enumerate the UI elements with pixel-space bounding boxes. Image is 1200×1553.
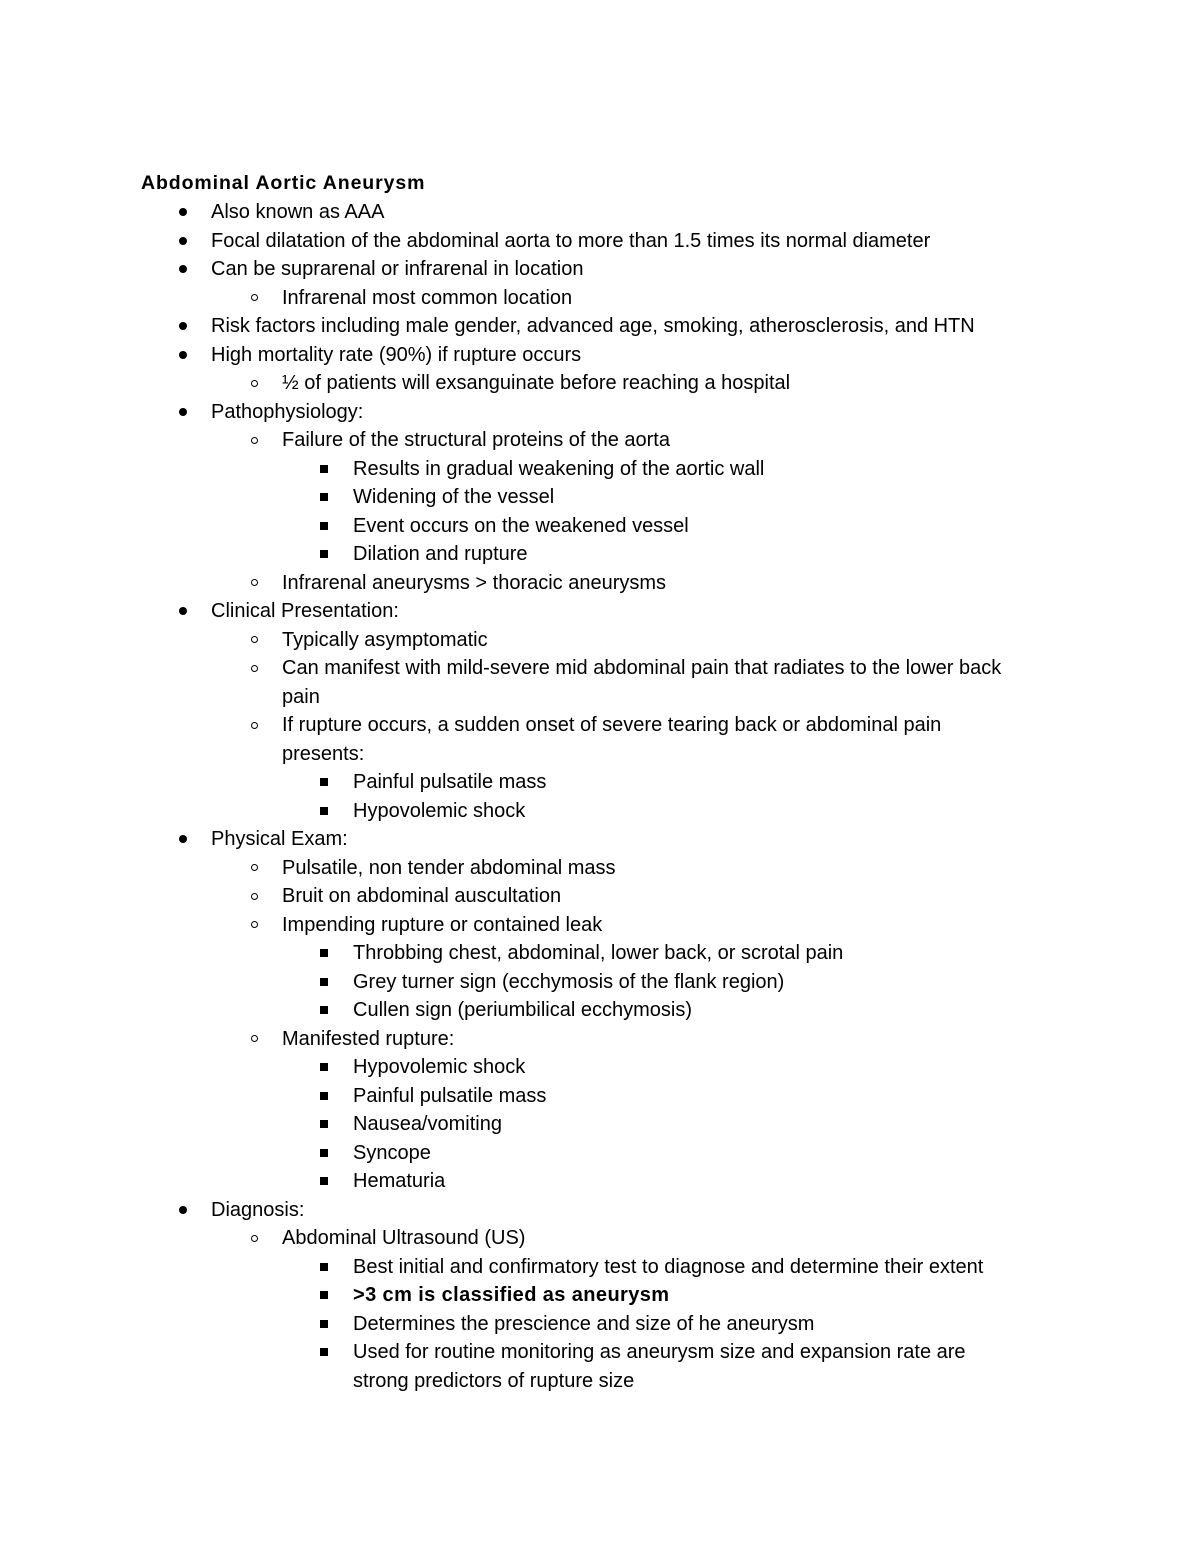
list-item-text: Hypovolemic shock <box>353 1056 526 1078</box>
list-item-text: Also known as AAA <box>211 201 385 223</box>
bullet-square-icon <box>314 1310 334 1339</box>
bullet-disc-icon <box>173 825 193 854</box>
bullet-square-icon <box>314 540 334 569</box>
list-item-text: Clinical Presentation: <box>211 600 399 622</box>
list-item-text: Risk factors including male gender, advanced age, smoking, atherosclerosis, and HTN <box>211 315 975 337</box>
list-item-text: Pathophysiology: <box>211 400 364 423</box>
bullet-circle-icon <box>244 654 264 683</box>
list-item-text: High mortality rate (90%) if rupture occurs <box>211 343 582 366</box>
list-item <box>0 312 1200 341</box>
list-item <box>0 1053 1200 1082</box>
bullet-square-icon <box>314 455 334 484</box>
list-item-text: Bruit on abdominal auscultation <box>282 885 562 907</box>
list-item-continuation <box>0 1367 1200 1396</box>
list-item-text: Manifested rupture: <box>282 1027 455 1050</box>
bullet-square-icon <box>314 1338 334 1367</box>
list-item-text: Painful pulsatile mass <box>353 1084 547 1107</box>
list-item <box>0 711 1200 740</box>
list-item-text: strong predictors of rupture size <box>353 1369 635 1392</box>
bullet-square-icon <box>314 797 334 826</box>
list-item <box>0 483 1200 512</box>
list-item-text: If rupture occurs, a sudden onset of severe tearing back or abdominal pain <box>282 714 942 736</box>
bullet-square-icon <box>314 996 334 1025</box>
list-item-text: Painful pulsatile mass <box>353 771 547 793</box>
list-item-text: Grey turner sign (ecchymosis of the flank region) <box>353 970 785 993</box>
list-item-text: Hematuria <box>353 1170 446 1192</box>
list-item-text: Widening of the vessel <box>353 486 555 508</box>
bullet-list <box>0 198 1200 1395</box>
list-item <box>0 1167 1200 1196</box>
list-item-text: pain <box>282 685 320 708</box>
list-item <box>0 911 1200 940</box>
bullet-disc-icon <box>173 341 193 370</box>
list-item <box>0 255 1200 284</box>
bullet-square-icon <box>314 512 334 541</box>
bullet-square-icon <box>314 1110 334 1139</box>
list-item <box>0 1082 1200 1111</box>
list-item <box>0 768 1200 797</box>
list-item-text: Focal dilatation of the abdominal aorta to more than 1.5 times its normal diameter <box>211 229 931 252</box>
bullet-square-icon <box>314 1253 334 1282</box>
list-item-text: Can be suprarenal or infrarenal in location <box>211 258 584 280</box>
list-item <box>0 996 1200 1025</box>
list-item-text: Used for routine monitoring as aneurysm size and expansion rate are <box>353 1341 966 1363</box>
bullet-circle-icon <box>244 1025 264 1054</box>
bullet-disc-icon <box>173 312 193 341</box>
bullet-disc-icon <box>173 255 193 284</box>
list-item <box>0 369 1200 398</box>
list-item <box>0 426 1200 455</box>
bullet-circle-icon <box>244 284 264 313</box>
list-item-text: Determines the prescience and size of he aneurysm <box>353 1312 815 1335</box>
bullet-disc-icon <box>173 198 193 227</box>
list-item <box>0 654 1200 683</box>
list-item <box>0 882 1200 911</box>
list-item <box>0 597 1200 626</box>
bullet-disc-icon <box>173 398 193 427</box>
list-item <box>0 626 1200 655</box>
bullet-circle-icon <box>244 1224 264 1253</box>
bullet-square-icon <box>314 939 334 968</box>
list-item-text: Hypovolemic shock <box>353 799 526 822</box>
bullet-disc-icon <box>173 597 193 626</box>
bullet-circle-icon <box>244 911 264 940</box>
list-item <box>0 1196 1200 1225</box>
bullet-square-icon <box>314 1281 334 1310</box>
list-item <box>0 198 1200 227</box>
bullet-circle-icon <box>244 854 264 883</box>
list-item-text: >3 cm is classified as aneurysm <box>353 1284 670 1306</box>
list-item <box>0 512 1200 541</box>
bullet-disc-icon <box>173 1196 193 1225</box>
list-item-text: Can manifest with mild-severe mid abdominal pain that radiates to the lower back <box>282 657 1002 679</box>
list-item <box>0 1338 1200 1367</box>
list-item-text: Pulsatile, non tender abdominal mass <box>282 856 616 879</box>
list-item <box>0 968 1200 997</box>
bullet-circle-icon <box>244 369 264 398</box>
list-item-text: Dilation and rupture <box>353 543 528 565</box>
bullet-square-icon <box>314 768 334 797</box>
bullet-square-icon <box>314 1139 334 1168</box>
list-item <box>0 455 1200 484</box>
list-item-text: Typically asymptomatic <box>282 628 488 651</box>
list-item <box>0 1139 1200 1168</box>
list-item-text: Diagnosis: <box>211 1198 305 1221</box>
list-item <box>0 1310 1200 1339</box>
bullet-disc-icon <box>173 227 193 256</box>
bullet-circle-icon <box>244 569 264 598</box>
list-item <box>0 854 1200 883</box>
document-title: Abdominal Aortic Aneurysm <box>141 172 426 194</box>
list-item <box>0 1025 1200 1054</box>
list-item <box>0 797 1200 826</box>
list-item <box>0 1253 1200 1282</box>
list-item <box>0 1224 1200 1253</box>
list-item <box>0 939 1200 968</box>
list-item-text: Abdominal Ultrasound (US) <box>282 1227 526 1249</box>
bullet-square-icon <box>314 483 334 512</box>
bullet-circle-icon <box>244 711 264 740</box>
list-item <box>0 284 1200 313</box>
list-item-continuation <box>0 740 1200 769</box>
bullet-square-icon <box>314 968 334 997</box>
list-item <box>0 341 1200 370</box>
list-item-text: Infrarenal most common location <box>282 286 573 309</box>
list-item <box>0 1110 1200 1139</box>
list-item-text: Infrarenal aneurysms > thoracic aneurysms <box>282 571 667 594</box>
list-item-text: Throbbing chest, abdominal, lower back, or scrotal pain <box>353 942 844 964</box>
list-item-text: Impending rupture or contained leak <box>282 913 603 936</box>
list-item-text: Best initial and confirmatory test to diagnose and determine their extent <box>353 1255 984 1278</box>
list-item-text: presents: <box>282 742 365 765</box>
list-item <box>0 569 1200 598</box>
bullet-square-icon <box>314 1053 334 1082</box>
list-item <box>0 540 1200 569</box>
bullet-circle-icon <box>244 882 264 911</box>
list-item-text: Nausea/vomiting <box>353 1113 502 1135</box>
list-item <box>0 1281 1200 1310</box>
list-item-text: Syncope <box>353 1141 431 1164</box>
list-item-text: Failure of the structural proteins of the aorta <box>282 429 670 451</box>
bullet-circle-icon <box>244 626 264 655</box>
list-item <box>0 825 1200 854</box>
bullet-square-icon <box>314 1167 334 1196</box>
list-item-text: ½ of patients will exsanguinate before reaching a hospital <box>282 372 791 394</box>
list-item-text: Physical Exam: <box>211 828 348 850</box>
list-item-text: Results in gradual weakening of the aortic wall <box>353 457 765 480</box>
list-item <box>0 398 1200 427</box>
list-item-continuation <box>0 683 1200 712</box>
list-item-text: Event occurs on the weakened vessel <box>353 514 689 537</box>
bullet-circle-icon <box>244 426 264 455</box>
bullet-square-icon <box>314 1082 334 1111</box>
list-item-text: Cullen sign (periumbilical ecchymosis) <box>353 999 693 1021</box>
list-item <box>0 227 1200 256</box>
